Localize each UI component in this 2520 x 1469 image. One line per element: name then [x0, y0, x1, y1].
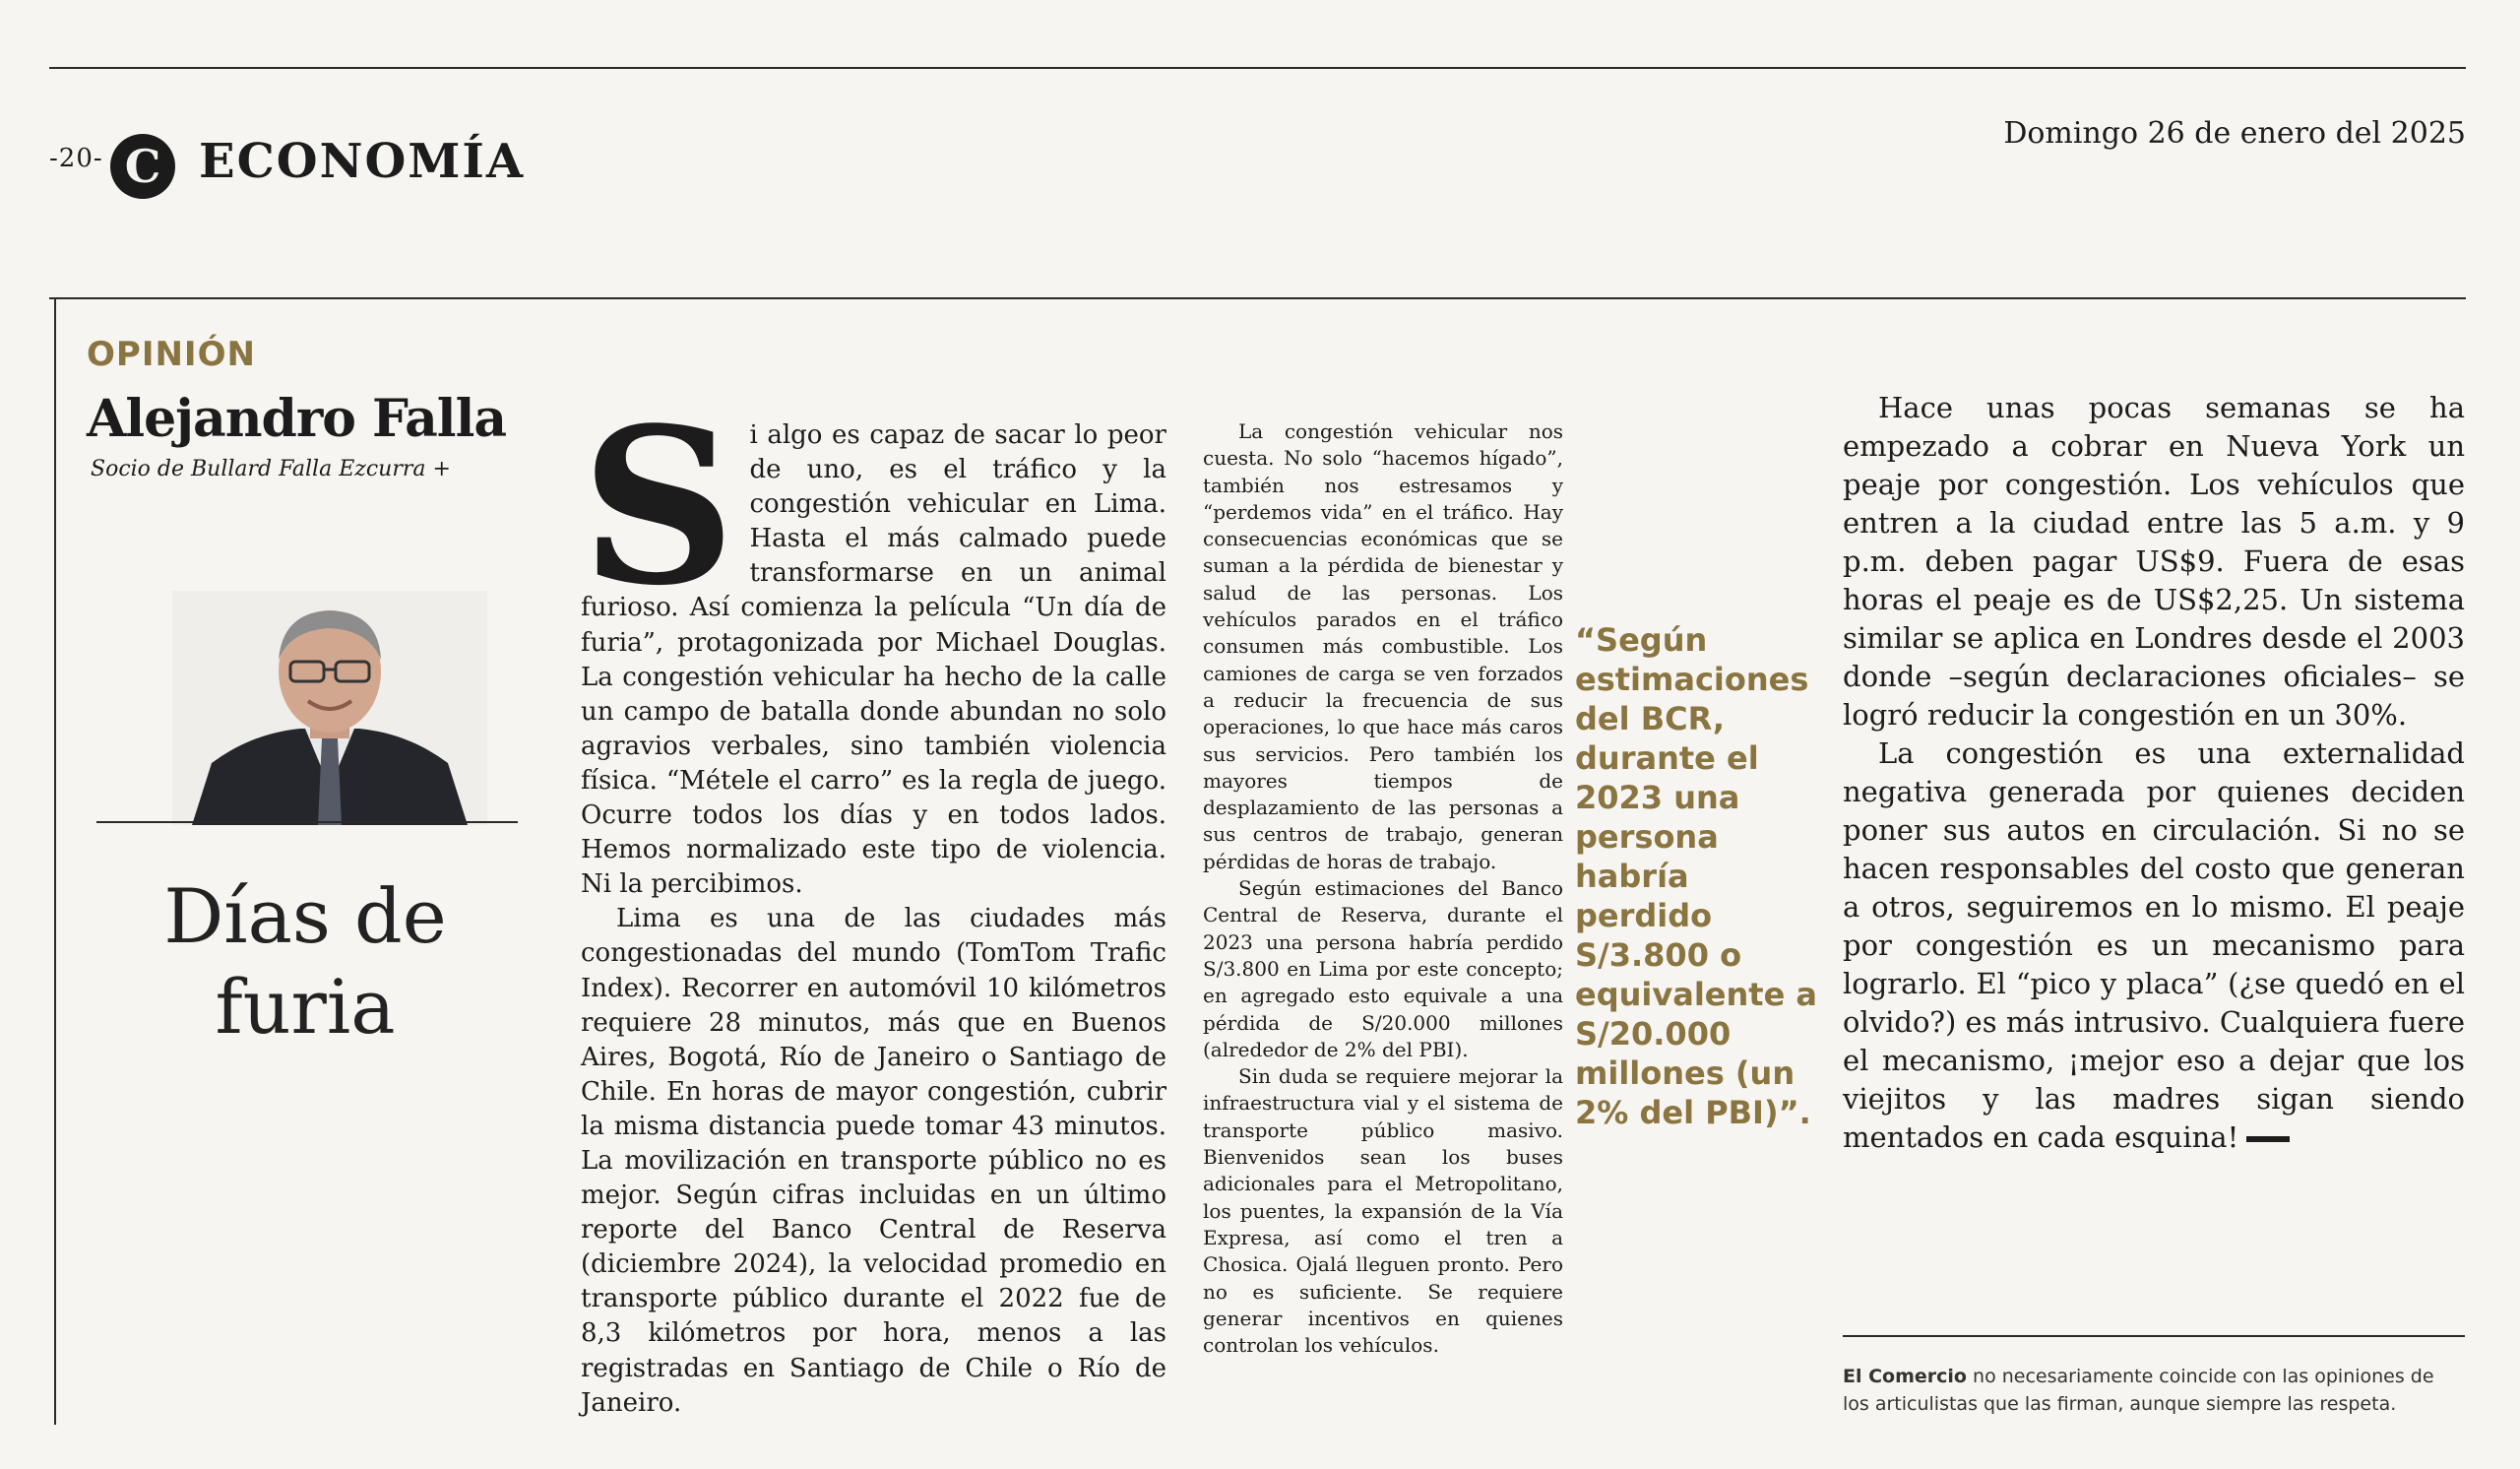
disclaimer [1843, 1363, 2465, 1418]
section-rule [49, 297, 2466, 299]
paragraph-7 [1843, 734, 2465, 1157]
section-title: ECONOMÍA [199, 134, 526, 189]
author-photo [172, 591, 487, 825]
author-name: Alejandro Falla [87, 389, 507, 449]
article-column-1 [581, 381, 1166, 1421]
opinion-kicker: OPINIÓN [87, 335, 256, 374]
disclaimer-text: no necesariamente coincide con las opiniones de los articulistas que las firman, aunque siempre las respeta. [1843, 1366, 2434, 1415]
newspaper-logo [110, 134, 175, 199]
article-column-3 [1843, 389, 2465, 1157]
end-mark-icon [2246, 1136, 2290, 1142]
logo-letter: C [124, 140, 161, 193]
paragraph-2: Lima es una de las ciudades más congestionadas del mundo (TomTom Trafic Index). Recorrer en automóvil 10 kilómetros requiere 28 minutos, más que en Buenos Aires, Bogotá, Río de Janeiro o Santiago de Chile. En horas de mayor congestión, cubrir la misma distancia puede tomar 43 minutos. La movilización en transporte público no es mejor. Según cifras incluidas en un último reporte del Banco Central de Reserva (diciembre 2024), la velocidad promedio en transporte público durante el 2022 fue de 8,3 kilómetros por hora, menos a las registradas en Santiago de Chile o Río de Janeiro. [581, 904, 1166, 1418]
paragraph-1 [581, 381, 1166, 902]
paragraph-4: Según estimaciones del Banco Central de Reserva, durante el 2023 una persona habría perdido S/3.800 en Lima por este concepto; en agregado esto equivale a una pérdida de S/20.000 millones (alrededor de 2% del PBI). [1203, 876, 1563, 1061]
top-rule [49, 67, 2466, 69]
photo-rule [96, 821, 518, 823]
pull-quote: “Según estimaciones del BCR, durante el 2023 una persona habría perdido S/3.800 o equivalente a S/20.000 millones (un 2% del PBI)”. [1575, 621, 1817, 1131]
paragraph-3-text: La congestión vehicular nos cuesta. No solo “hacemos hígado”, también nos estresamos y “perdemos vida” en el tráfico. Hay consecuencias económicas que se suman a la pérdida de bienestar y salud de las personas. Los vehículos parados en el tráfico consumen más combustible. Los camiones de carga se ven forzados a reducir la frecuencia de sus operaciones, lo que hace más caros sus servicios. Pero también los mayores tiempos de desplazamiento de las personas a sus centros de trabajo, generan pérdidas de horas de trabajo. [1203, 419, 1563, 873]
left-border-rule [54, 297, 56, 1425]
author-portrait-illustration [172, 591, 487, 825]
paragraph-6: Hace unas pocas semanas se ha empezado a cobrar en Nueva York un peaje por congestión. Los vehículos que entren a la ciudad entre las 5 a.m. y 9 p.m. deben pagar US$9. Fuera de esas horas el peaje es de US$2,25. Un sistema similar se aplica en Londres desde el 2003 donde –según declaraciones oficiales– se logró reducir la congestión en un 30%. [1843, 391, 2465, 732]
paragraph-7-text: La congestión es una externalidad negativa generada por quienes deciden poner sus autos en circulación. Si no se hacen responsables del costo que generan a otros, seguiremos en lo mismo. El peaje por congestión es un mecanismo para lograrlo. El “pico y placa” (¿se quedó en el olvido?) es más intrusivo. Cualquiera fuere el mecanismo, ¡mejor eso a dejar que los viejitos y las madres sigan siendo mentados en cada esquina! [1843, 736, 2465, 1154]
author-role: Socio de Bullard Falla Ezcurra + [91, 457, 451, 481]
disclaimer-brand: El Comercio [1843, 1366, 1967, 1387]
page-number: -20- [49, 144, 103, 173]
issue-date: Domingo 26 de enero del 2025 [2003, 116, 2466, 151]
paragraph-3 [1203, 418, 1563, 875]
drop-cap: S [581, 381, 736, 633]
article-headline: Días de furia [163, 872, 447, 1051]
paragraph-5: Sin duda se requiere mejorar la infraestructura vial y el sistema de transporte público masivo. Bienvenidos sean los buses adicionales para el Metropolitano, los puentes, la expansión de la Vía Expresa, así como el tren a Chosica. Ojalá lleguen pronto. Pero no es suficiente. Se requiere generar incentivos en quienes controlan los vehículos. [1203, 1064, 1563, 1358]
disclaimer-rule [1843, 1335, 2465, 1337]
article-column-2 [1203, 418, 1563, 1359]
paragraph-1-text: i algo es capaz de sacar lo peor de uno, es el tráfico y la congestión vehicular en Lima. Hasta el más calmado puede transformarse en un animal furioso. Así comienza la película “Un día de furia”, protagonizada por Michael Douglas. La congestión vehicular ha hecho de la calle un campo de batalla donde abundan no solo agravios verbales, sino también violencia física. “Métele el carro” es la regla de juego. Ocurre todos los días y en todos lados. Hemos normalizado este tipo de violencia. Ni la percibimos. [581, 420, 1166, 900]
